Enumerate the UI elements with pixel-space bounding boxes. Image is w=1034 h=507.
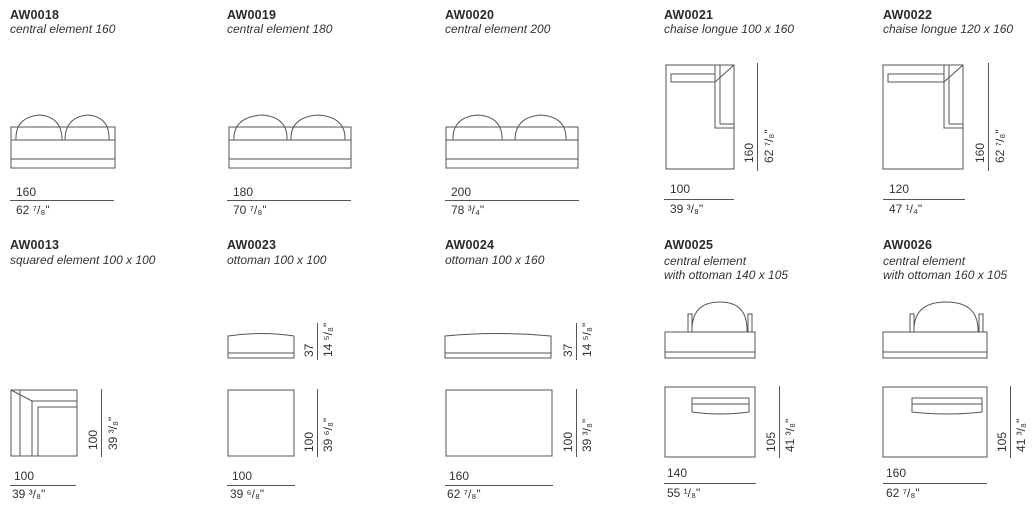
width-inches: 55 ¹/₈" <box>667 486 701 500</box>
ottoman-top-view <box>445 389 553 457</box>
width-inches: 39 ³/₈" <box>670 202 704 216</box>
dimension-line-vertical <box>1010 386 1011 458</box>
dimension-line-vertical <box>576 389 577 457</box>
dimension-line <box>445 485 553 486</box>
dimension-line <box>664 483 756 484</box>
dimension-line-vertical <box>988 63 989 171</box>
width-cm: 200 <box>451 185 472 199</box>
width-cm: 160 <box>16 185 37 199</box>
dimension-line <box>445 200 579 201</box>
product-description-line1: central element <box>883 254 966 268</box>
product-description-line2: with ottoman 160 x 105 <box>883 268 1008 282</box>
side-height-inches: 14 ⁵/₈" <box>321 322 335 357</box>
side-height-inches: 14 ⁵/₈" <box>580 322 594 357</box>
product-code: AW0026 <box>883 238 933 252</box>
dimension-line <box>227 200 351 201</box>
product-description: central element 180 <box>227 22 333 36</box>
product-description: ottoman 100 x 100 <box>227 253 327 267</box>
squared-element-top-view <box>10 389 78 457</box>
dimension-line <box>10 200 114 201</box>
sofa-ottoman-front-view <box>882 300 988 360</box>
width-inches: 62 ⁷/₈" <box>16 203 50 217</box>
sofa-front-view <box>445 112 579 170</box>
product-code: AW0021 <box>664 8 714 22</box>
height-cm: 105 <box>995 431 1009 452</box>
sofa-front-view <box>228 112 352 170</box>
ottoman-side-view <box>227 330 295 360</box>
product-code: AW0022 <box>883 8 933 22</box>
height-cm: 100 <box>561 431 575 452</box>
product-description: ottoman 100 x 160 <box>445 253 545 267</box>
side-height-cm: 37 <box>302 343 316 357</box>
width-cm: 120 <box>889 182 910 196</box>
product-code: AW0018 <box>10 8 60 22</box>
product-description-line2: with ottoman 140 x 105 <box>664 268 789 282</box>
height-inches: 39 ³/₈" <box>106 416 120 450</box>
height-cm: 160 <box>742 142 756 163</box>
width-inches: 39 ⁶/₈" <box>230 487 265 501</box>
sofa-front-view <box>10 112 116 170</box>
width-inches: 39 ³/₈" <box>12 487 46 501</box>
width-cm: 160 <box>449 469 470 483</box>
product-code: AW0024 <box>445 238 495 252</box>
sofa-ottoman-top-view <box>664 386 756 458</box>
dimension-line-vertical <box>317 389 318 457</box>
width-cm: 100 <box>14 469 35 483</box>
width-inches: 70 ⁷/₈" <box>233 203 267 217</box>
sofa-ottoman-top-view <box>882 386 988 458</box>
product-code: AW0025 <box>664 238 714 252</box>
dimension-line <box>227 485 295 486</box>
width-inches: 62 ⁷/₈" <box>886 486 920 500</box>
chaise-top-view <box>882 64 964 170</box>
width-cm: 100 <box>232 469 253 483</box>
product-code: AW0019 <box>227 8 277 22</box>
product-description: chaise longue 120 x 160 <box>883 22 1014 36</box>
dimension-line <box>883 483 987 484</box>
product-code: AW0023 <box>227 238 277 252</box>
width-cm: 140 <box>667 466 688 480</box>
height-cm: 100 <box>86 429 100 450</box>
product-description: central element 160 <box>10 22 116 36</box>
ottoman-side-view <box>444 330 552 360</box>
height-cm: 160 <box>973 142 987 163</box>
sofa-ottoman-front-view <box>664 300 756 360</box>
height-inches: 39 ⁶/₈" <box>321 417 335 452</box>
width-inches: 78 ³/₄" <box>451 203 485 217</box>
width-cm: 100 <box>670 182 691 196</box>
product-code: AW0020 <box>445 8 495 22</box>
dimension-line <box>10 485 76 486</box>
height-cm: 105 <box>764 431 778 452</box>
height-inches: 62 ⁷/₈" <box>993 129 1007 163</box>
height-inches: 41 ³/₈" <box>1014 418 1028 452</box>
ottoman-top-view <box>227 389 295 457</box>
dimension-line-vertical <box>757 63 758 171</box>
product-description: squared element 100 x 100 <box>10 253 156 267</box>
width-cm: 160 <box>886 466 907 480</box>
dimension-line <box>883 199 965 200</box>
dimension-line-vertical <box>576 323 577 360</box>
width-inches: 47 ¹/₄" <box>889 202 923 216</box>
side-height-cm: 37 <box>561 343 575 357</box>
height-inches: 62 ⁷/₈" <box>762 129 776 163</box>
height-cm: 100 <box>302 431 316 452</box>
dimension-line-vertical <box>101 389 102 457</box>
product-description: chaise longue 100 x 160 <box>664 22 795 36</box>
chaise-top-view <box>665 64 735 170</box>
height-inches: 41 ³/₈" <box>783 418 797 452</box>
product-description-line1: central element <box>664 254 747 268</box>
dimension-line <box>664 199 734 200</box>
width-cm: 180 <box>233 185 254 199</box>
dimension-line-vertical <box>317 323 318 360</box>
width-inches: 62 ⁷/₈" <box>447 487 481 501</box>
product-description: central element 200 <box>445 22 551 36</box>
height-inches: 39 ³/₈" <box>580 418 594 452</box>
dimension-line-vertical <box>779 386 780 458</box>
product-code: AW0013 <box>10 238 60 252</box>
